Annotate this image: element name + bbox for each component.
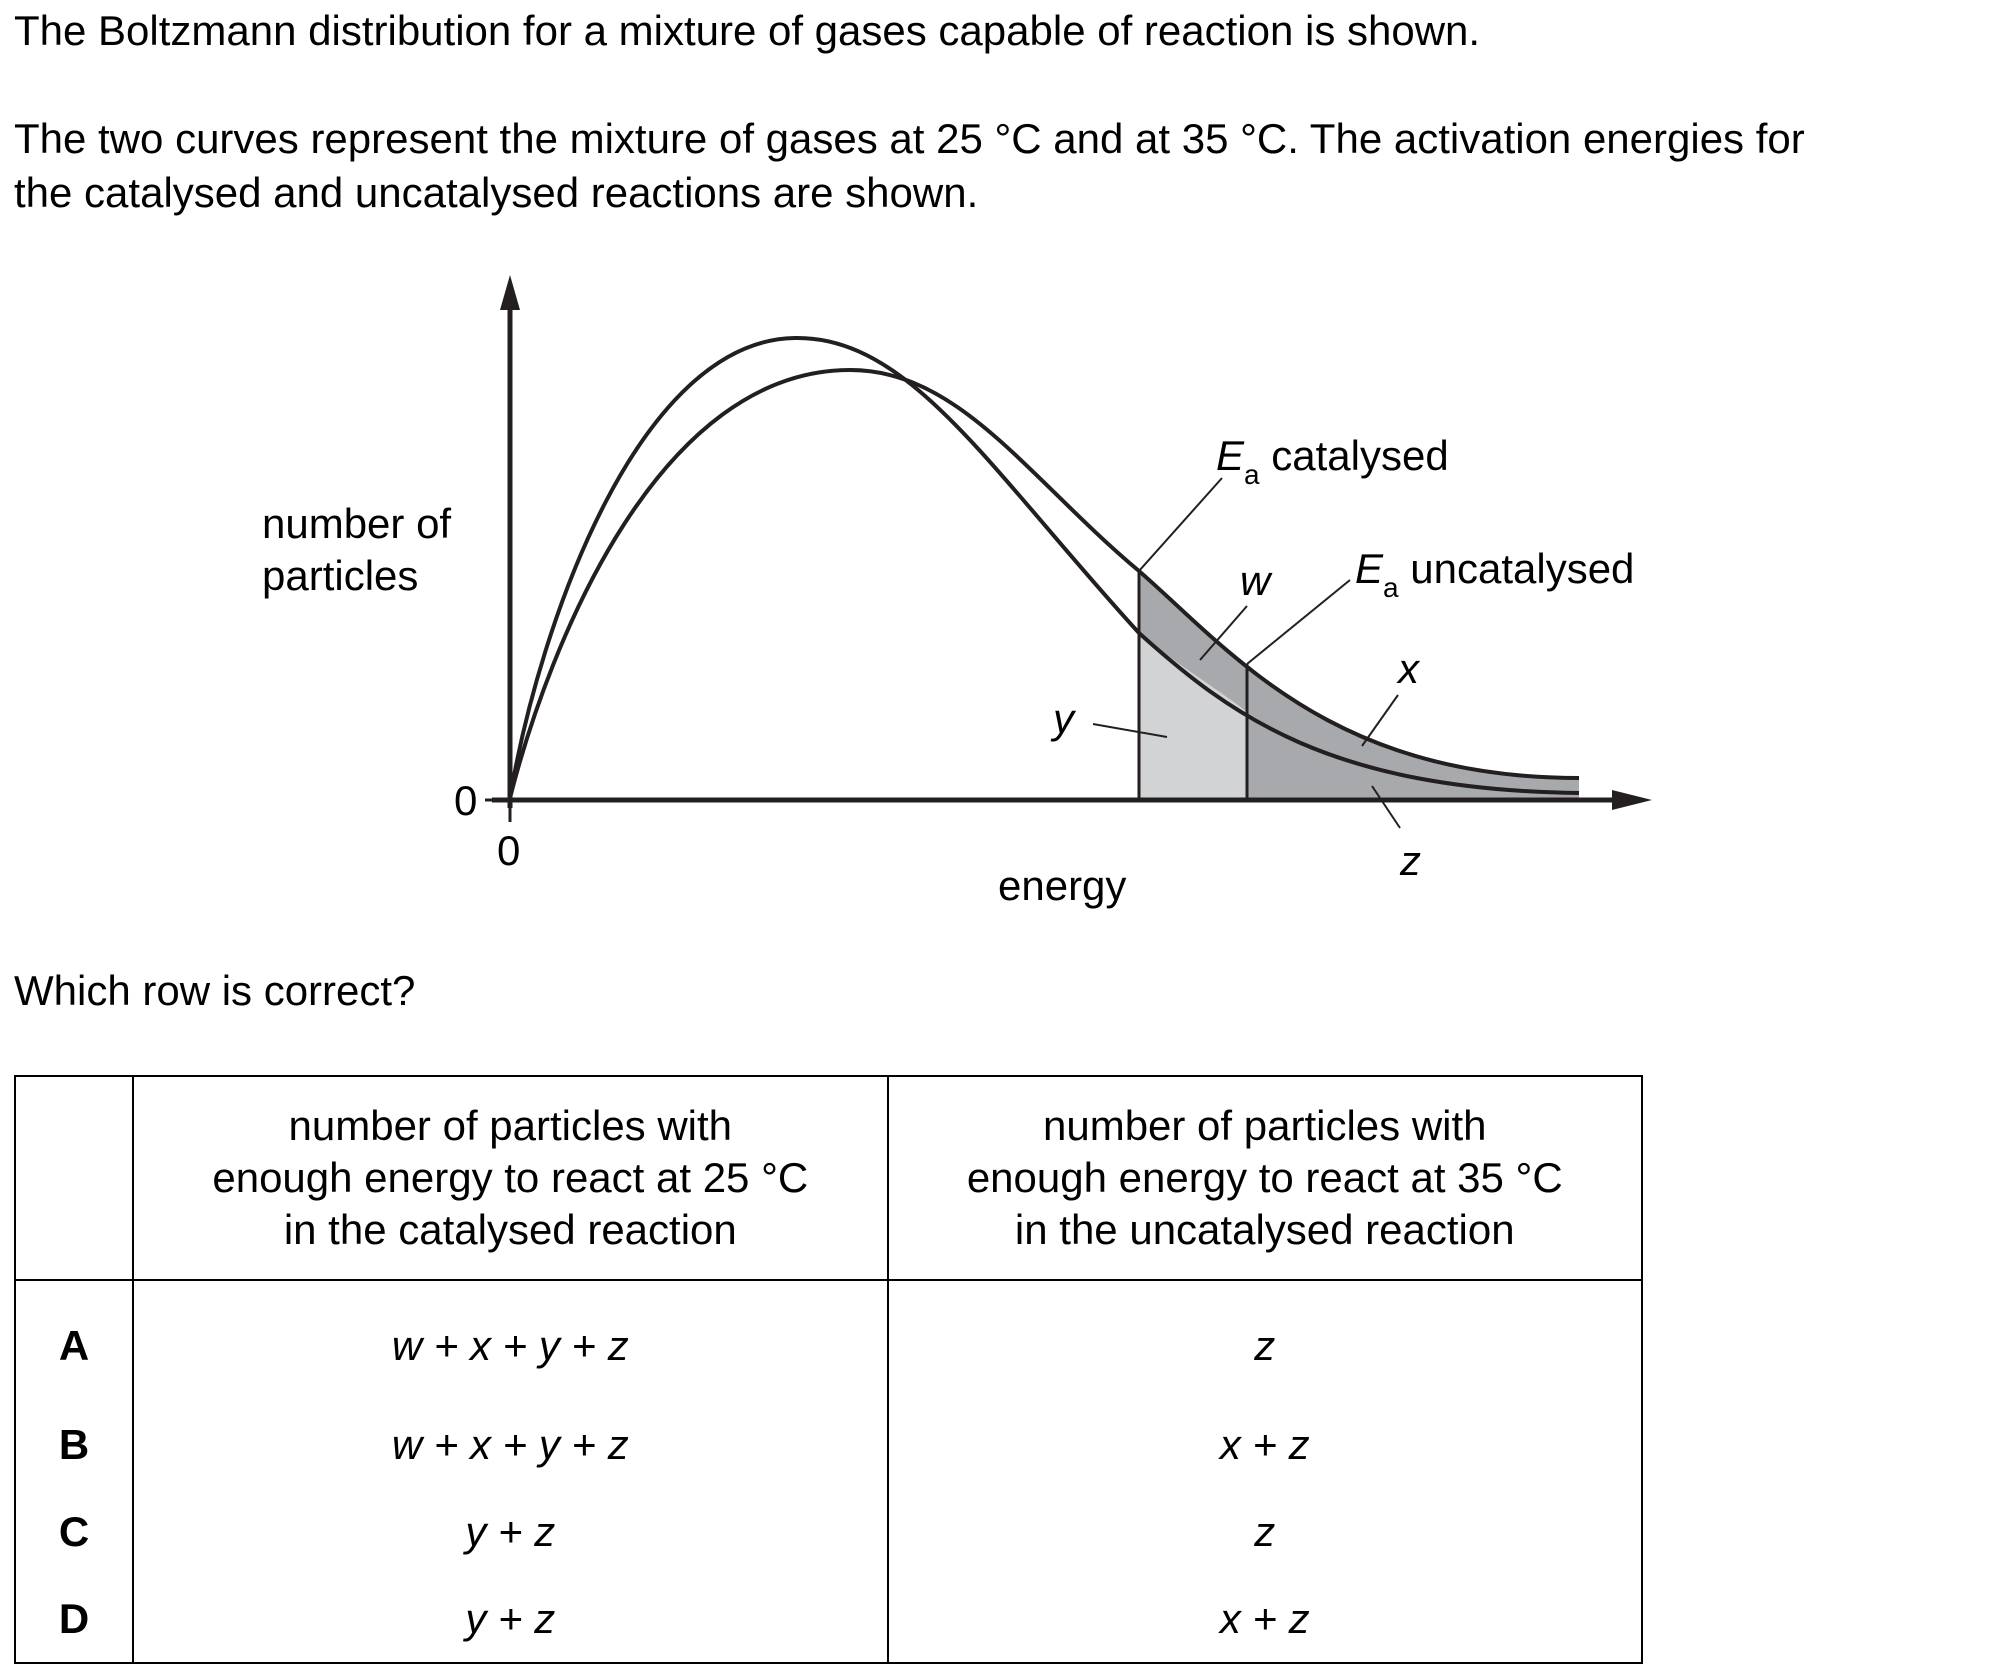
- header-col1-line2: enough energy to react at 25 °C: [212, 1154, 809, 1201]
- origin-x-label: 0: [497, 827, 521, 874]
- header-col1: [133, 1076, 887, 1280]
- ea-catalysed-label: [1216, 432, 1449, 490]
- row-col2-value: z: [888, 1280, 1642, 1401]
- y-axis-label-line1: number of: [262, 500, 452, 547]
- table-header-row: [15, 1076, 1642, 1280]
- answer-options-table: [14, 1075, 1643, 1664]
- header-col2-line1: number of particles with: [1042, 1102, 1487, 1149]
- row-col1-value: y + z: [133, 1488, 887, 1575]
- table-row[interactable]: [15, 1488, 1642, 1575]
- header-col2-line2: enough energy to react at 35 °C: [966, 1154, 1563, 1201]
- row-key: C: [15, 1488, 133, 1575]
- ea-catalysed-text: catalysed: [1259, 432, 1449, 479]
- question-intro: The Boltzmann distribution for a mixture of gases capable of reaction is shown.: [14, 7, 1481, 54]
- row-key: B: [15, 1401, 133, 1488]
- region-label-z: z: [1400, 837, 1421, 884]
- row-key: A: [15, 1280, 133, 1401]
- region-label-w: w: [1240, 557, 1271, 604]
- question-context-line1: The two curves represent the mixture of gases at 25 °C and at 35 °C. The activation energies for: [14, 115, 1805, 162]
- table-row[interactable]: [15, 1401, 1642, 1488]
- region-label-y: y: [1053, 695, 1074, 742]
- row-col2-value: x + z: [888, 1401, 1642, 1488]
- header-key-cell: [15, 1076, 133, 1280]
- y-axis-arrowhead: [500, 275, 520, 310]
- row-col2-value: z: [888, 1488, 1642, 1575]
- ea-catalysed-symbol: E: [1216, 432, 1245, 479]
- header-col1-line1: number of particles with: [288, 1102, 733, 1149]
- table-row[interactable]: [15, 1575, 1642, 1663]
- x-axis-arrowhead: [1612, 790, 1652, 810]
- region-label-x: x: [1398, 645, 1419, 692]
- question-prompt: Which row is correct?: [14, 967, 416, 1014]
- row-col1-value: y + z: [133, 1575, 887, 1663]
- ea-uncatalysed-subscript: a: [1383, 572, 1399, 603]
- ea-uncatalysed-text: uncatalysed: [1398, 545, 1635, 592]
- row-key: D: [15, 1575, 133, 1663]
- x-axis-label: energy: [998, 862, 1127, 909]
- x-leader: [1362, 695, 1398, 746]
- y-axis-label-line2: particles: [262, 552, 419, 599]
- header-col2-line3: in the uncatalysed reaction: [1014, 1206, 1515, 1253]
- ea-catalysed-leader: [1139, 478, 1222, 571]
- question-context-line2: the catalysed and uncatalysed reactions are shown.: [14, 169, 979, 216]
- header-col2: [888, 1076, 1642, 1280]
- row-col1-value: w + x + y + z: [133, 1280, 887, 1401]
- ea-catalysed-subscript: a: [1244, 459, 1260, 490]
- table-row[interactable]: [15, 1280, 1642, 1401]
- origin-y-label: 0: [454, 777, 478, 824]
- ea-uncatalysed-symbol: E: [1355, 545, 1384, 592]
- header-col1-line3: in the catalysed reaction: [283, 1206, 737, 1253]
- row-col2-value: x + z: [888, 1575, 1642, 1663]
- row-col1-value: w + x + y + z: [133, 1401, 887, 1488]
- ea-uncatalysed-label: [1355, 545, 1634, 603]
